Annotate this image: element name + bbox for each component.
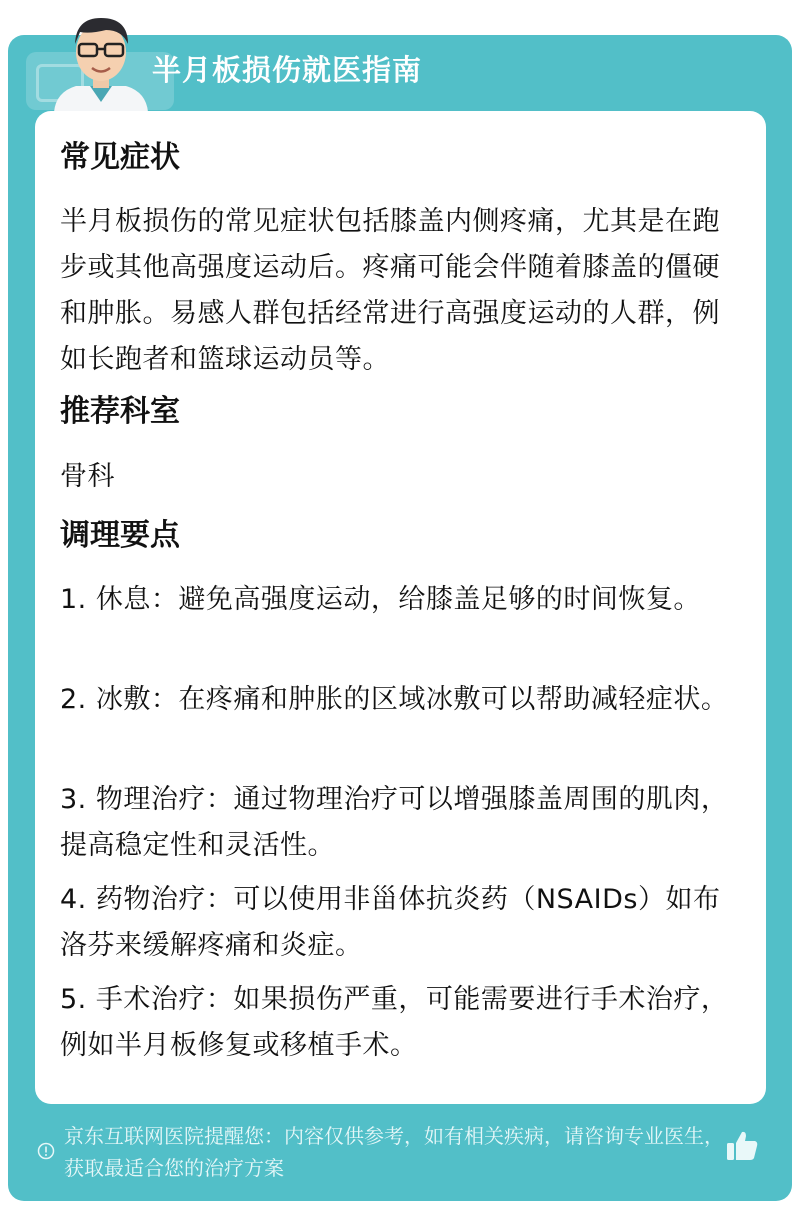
footer-disclaimer: 京东互联网医院提醒您：内容仅供参考，如有相关疾病，请咨询专业医生，获取最适合您的治疗方案	[64, 1124, 724, 1180]
section-heading-care: 调理要点	[60, 518, 180, 553]
thumbs-up-icon[interactable]	[724, 1128, 760, 1164]
symptoms-text: 半月板损伤的常见症状包括膝盖内侧疼痛，尤其是在跑步或其他高强度运动后。疼痛可能会伴随着膝盖的僵硬和肿胀。易感人群包括经常进行高强度运动的人群，例如长跑者和篮球运动员等。	[60, 206, 720, 375]
page-title: 半月板损伤就医指南	[152, 53, 423, 87]
doctor-avatar	[46, 6, 156, 112]
care-item-5: 5. 手术治疗：如果损伤严重，可能需要进行手术治疗，例如半月板修复或移植手术。	[60, 984, 729, 1061]
section-heading-department: 推荐科室	[60, 394, 180, 429]
section-heading-symptoms: 常见症状	[60, 140, 180, 175]
info-icon	[37, 1142, 55, 1160]
care-item-2: 2. 冰敷：在疼痛和肿胀的区域冰敷可以帮助减轻症状。	[60, 684, 729, 715]
department-text: 骨科	[60, 461, 115, 492]
care-item-1: 1. 休息：避免高强度运动，给膝盖足够的时间恢复。	[60, 584, 701, 615]
care-item-3: 3. 物理治疗：通过物理治疗可以增强膝盖周围的肌肉，提高稳定性和灵活性。	[60, 784, 729, 861]
care-item-4: 4. 药物治疗：可以使用非甾体抗炎药（NSAIDs）如布洛芬来缓解疼痛和炎症。	[60, 884, 721, 961]
